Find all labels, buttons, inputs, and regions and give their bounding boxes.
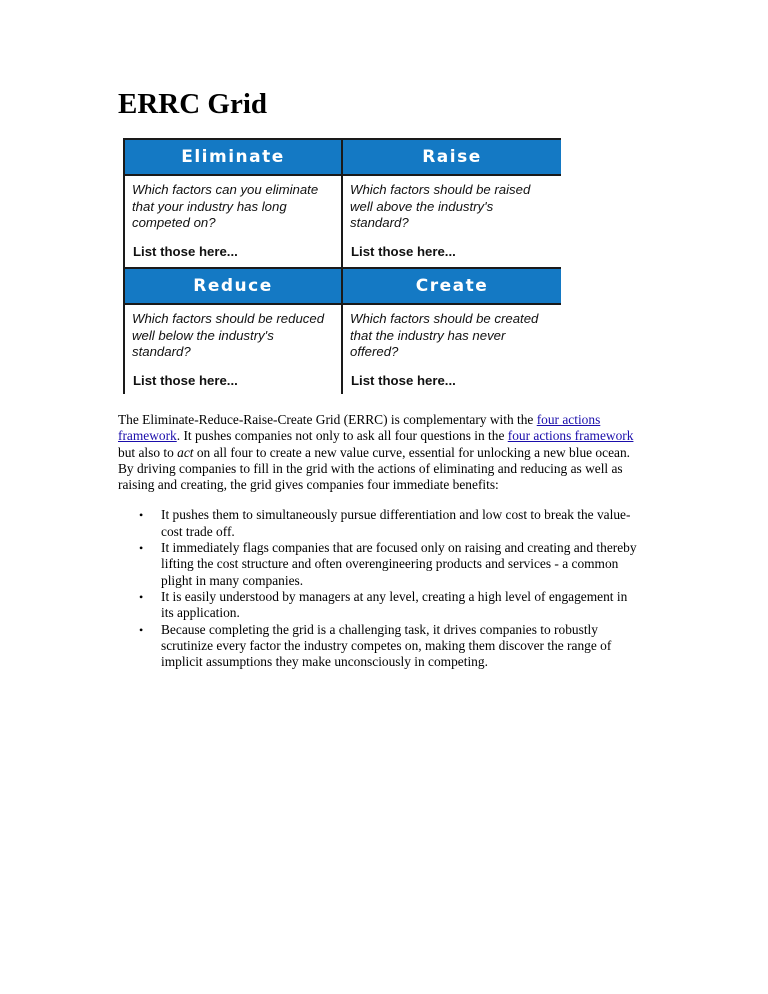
create-list-placeholder: List those here... [351,373,456,388]
intro-emphasis: act [177,444,194,460]
create-cell [343,305,561,396]
reduce-header: Reduce [125,269,341,303]
errc-grid [123,138,561,394]
four-actions-framework-link-1[interactable]: four actions framework [118,412,601,444]
article-body [118,412,643,670]
intro-text-2: . It pushes companies not only to ask all four questions in the [176,428,508,444]
reduce-cell [125,305,341,396]
eliminate-list-placeholder: List those here... [133,244,238,259]
intro-text-4: on all four to create a new value curve, essential for unlocking a new blue ocean. By driving companies to fill in the grid with the actions of eliminating and reducing as well as raising and creating, the grid gives companies four immediate benefits: [118,444,631,493]
bullet-icon: • [139,589,144,604]
create-header: Create [343,269,561,303]
benefit-text: It pushes them to simultaneously pursue differentiation and low cost to break the value-cost trade off. [161,507,631,539]
list-item [139,588,643,622]
raise-question: Which factors should be raised well above the industry's standard? [350,182,531,230]
benefit-text: It immediately flags companies that are focused only on raising and creating and thereby lifting the cost structure and often overengineering products and services - a common plight in many companies. [161,540,637,588]
intro-paragraph [118,412,643,493]
eliminate-cell [125,176,341,267]
bullet-icon: • [139,541,144,556]
eliminate-question: Which factors can you eliminate that your industry has long competed on? [132,182,319,230]
benefit-text: It is easily understood by managers at any level, creating a high level of engagement in its application. [161,588,628,621]
benefits-list [118,507,643,670]
reduce-question: Which factors should be reduced well below the industry's standard? [132,311,325,359]
list-item [139,621,643,671]
bullet-icon: • [139,622,144,637]
raise-cell [343,176,561,267]
intro-text-3: but also to [118,444,178,460]
list-item [139,540,643,589]
eliminate-header: Eliminate [125,140,341,174]
raise-header: Raise [343,140,561,174]
page-title: ERRC Grid [118,88,268,120]
benefit-text: Because completing the grid is a challenging task, it drives companies to robustly scrutinize every factor the industry competes on, making them discover the range of implicit assumptions they make unconsciously in competing. [161,621,612,670]
bullet-icon: • [139,508,144,523]
reduce-list-placeholder: List those here... [133,373,238,388]
four-actions-framework-link-2[interactable]: four actions framework [507,428,634,444]
list-item [139,507,643,540]
intro-text-1: The Eliminate-Reduce-Raise-Create Grid (ERRC) is complementary with the [118,412,537,427]
create-question: Which factors should be created that the industry has never offered? [350,311,539,359]
raise-list-placeholder: List those here... [351,244,456,259]
